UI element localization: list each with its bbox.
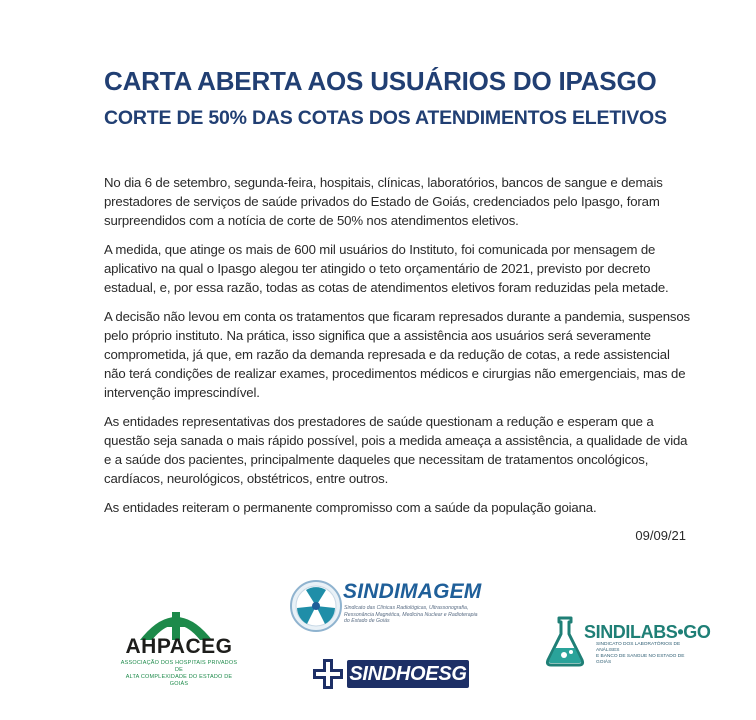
sindilabs-name: SINDILABS•GO: [584, 622, 711, 642]
paragraph-3: A decisão não levou em conta os tratamentos que ficaram represados durante a pandemia, suspensos pelo próprio instituto. Na prática, isso significa que a assistência aos usuários será severamente comprometida, já que, em razão da demanda represada e da redução de cotas, a rede assistencial não terá condições de realizar exames, procedimentos médicos e cirurgias não emergenciais, mas de intervenção imprescindível.: [104, 309, 690, 400]
sindilabs-subtitle-line-2: E BANCO DE SANGUE NO ESTADO DE GOIÁS: [596, 654, 685, 665]
sindimagem-logo: [288, 578, 493, 640]
sindhoesg-name: SINDHOESG: [349, 663, 467, 685]
paragraph-5: As entidades reiteram o permanente compromisso com a saúde da população goiana.: [104, 500, 597, 515]
paragraph-1: No dia 6 de setembro, segunda-feira, hospitais, clínicas, laboratórios, bancos de sangue e demais prestadores de serviços de saúde privados do Estado de Goiás, credenciados pelo Ipasgo, foram surpreendidos com a notícia de corte de 50% nos atendimentos eletivos.: [104, 175, 663, 228]
medical-cross-icon: [312, 658, 344, 690]
letter-body: [104, 173, 694, 527]
radiation-icon: [288, 578, 344, 634]
paragraph-2: A medida, que atinge os mais de 600 mil usuários do Instituto, foi comunicada por mensagem de aplicativo na qual o Ipasgo alegou ter atingido o teto orçamentário de 2021, previsto por decreto estadual, e, por essa razão, todas as cotas de atendimentos eletivos foram reduzidas pela metade.: [104, 242, 669, 295]
flask-icon: [544, 614, 588, 668]
ahpaceg-subtitle-line-2: ALTA COMPLEXIDADE DO ESTADO DE GOIÁS: [125, 674, 233, 687]
sindilabs-subtitle: [596, 642, 686, 666]
ahpaceg-name: AHPACEG: [125, 635, 233, 658]
ahpaceg-subtitle: [116, 660, 242, 688]
sindimagem-subtitle-line-1: Sindicato das Clínicas Radiológicas, Ultrassonografia,: [344, 605, 469, 611]
paragraph-4: As entidades representativas dos prestadores de saúde questionam a redução e esperam que a questão seja sanada o mais rápido possível, pois a medida ameaça a assistência, a qualidade de vida e a saúde dos pacientes, principalmente daqueles que necessitam de tratamentos oncológicos, cardíacos, neurológicos, obstétricos, entre outros.: [104, 414, 688, 486]
page-title: CARTA ABERTA AOS USUÁRIOS DO IPASGO: [104, 66, 657, 96]
ahpaceg-subtitle-line-1: ASSOCIAÇÃO DOS HOSPITAIS PRIVADOS DE: [120, 660, 238, 673]
sindilabs-subtitle-line-1: SINDICATO DOS LABORATÓRIOS DE ANÁLISES: [596, 642, 681, 653]
sindilabs-logo: [544, 614, 711, 668]
sindimagem-subtitle-line-2: Ressonância Magnética, Medicina Nuclear e Radioterapia: [344, 611, 478, 618]
ahpaceg-logo: [116, 602, 242, 687]
sindimagem-subtitle-line-3: do Estado de Goiás: [344, 618, 390, 625]
page-subtitle: CORTE DE 50% DAS COTAS DOS ATENDIMENTOS ELETIVOS: [104, 107, 667, 129]
sindimagem-name: SINDIMAGEM: [343, 580, 482, 603]
sindimagem-subtitle: [344, 605, 494, 625]
sindhoesg-logo: [312, 658, 470, 692]
letter-date: 09/09/21: [635, 528, 686, 543]
